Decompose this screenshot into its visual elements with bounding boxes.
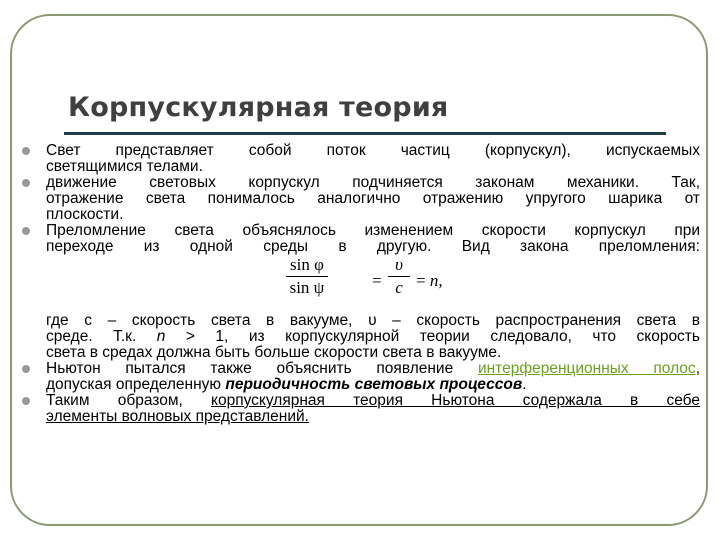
slide-content xyxy=(22,143,700,425)
text-line: Ньютон пытался также объяснить появление интерференционных полос, xyxy=(46,360,700,377)
bullet-item-2 xyxy=(22,175,700,223)
formula-denominator: sin ψ xyxy=(289,278,325,297)
bullet-item-3 xyxy=(22,223,700,255)
text-line: плоскости. xyxy=(46,206,124,223)
title-underline xyxy=(64,132,666,135)
bullet-dot xyxy=(22,147,30,155)
formula-numerator: sin φ xyxy=(290,255,324,274)
text-line: движение световых корпускул подчиняется законам механики. Так, xyxy=(46,174,700,191)
text-line: отражение света понималось аналогично отражению упругого шарика от xyxy=(46,190,700,207)
text-line: допуская определенную периодичность световых процессов. xyxy=(46,376,527,393)
text-line: Свет представляет собой поток частиц (корпускул), испускаемых xyxy=(46,142,700,159)
refractive-index: n, xyxy=(429,271,443,290)
formula-denominator: c xyxy=(395,278,403,297)
equals-sign: = n, xyxy=(416,271,443,290)
underlined-phrase: корпускулярная теория Ньютона содержала в себе xyxy=(211,392,700,409)
text-line: элементы волновых представлений. xyxy=(46,408,309,425)
bullet-item-4 xyxy=(22,361,700,393)
text-line: Преломление света объяснялось изменением скорости корпускул при xyxy=(46,222,700,239)
slide-title: Корпускулярная теория xyxy=(68,92,449,123)
equals-sign: = xyxy=(372,271,382,290)
paragraph-continuation xyxy=(22,313,700,361)
emphasized-phrase: периодичность световых процессов xyxy=(225,376,523,393)
text-line: света в средах должна быть больше скорости света в вакууме. xyxy=(46,344,502,361)
bullet-item-1 xyxy=(22,143,700,175)
bullet-dot xyxy=(22,365,30,373)
text-line: светящимися телами. xyxy=(46,158,203,175)
text-line: переходе из одной среды в другую. Вид закона преломления: xyxy=(46,238,700,255)
bullet-dot xyxy=(22,227,30,235)
fraction-bar xyxy=(388,276,410,277)
refraction-formula xyxy=(22,255,700,313)
interference-link[interactable]: интерференционных полос xyxy=(477,360,696,377)
text-line: Таким образом, корпускулярная теория Ньютона содержала в себе xyxy=(46,392,700,409)
bullet-dot xyxy=(22,397,30,405)
text-line: среде. Т.к. n > 1, из корпускулярной теории следовало, что скорость xyxy=(46,328,700,345)
bullet-dot xyxy=(22,179,30,187)
fraction-bar xyxy=(286,276,328,277)
formula-numerator: υ xyxy=(395,255,403,274)
fraction-speeds xyxy=(388,257,410,296)
bullet-item-5 xyxy=(22,393,700,425)
fraction-sines xyxy=(286,257,328,296)
text-line: где с – скорость света в вакууме, υ – скорость распространения света в xyxy=(46,312,700,329)
